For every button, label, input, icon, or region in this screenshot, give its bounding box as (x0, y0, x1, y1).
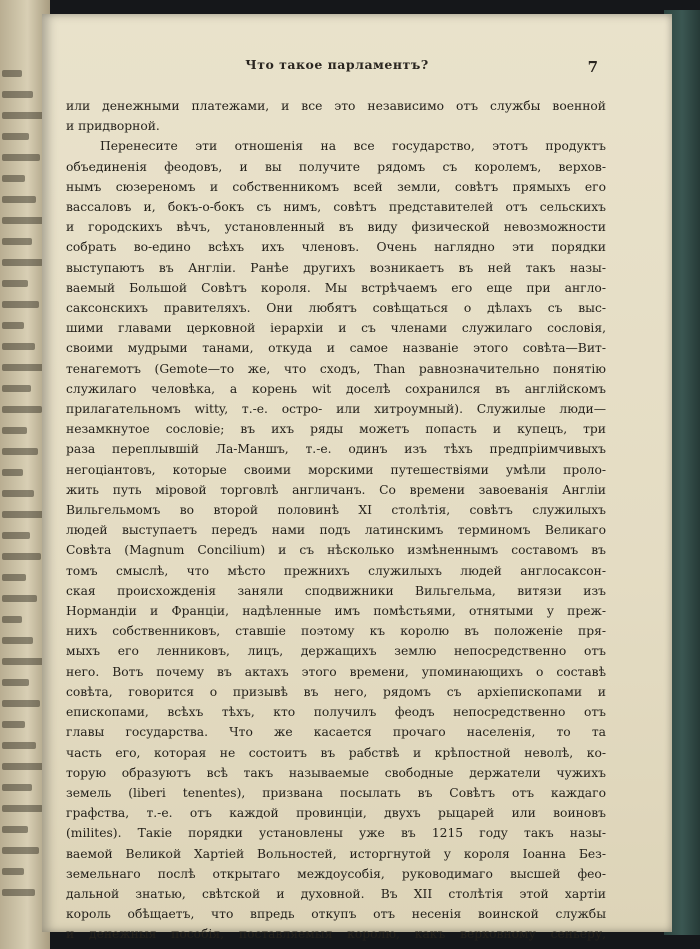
facing-page-text-fragment (2, 70, 22, 77)
facing-page-text-fragment (2, 427, 27, 434)
text-line: ваемый Большой Совѣтъ короля. Мы встрѣчаемъ его еще при англо- (66, 280, 606, 295)
facing-page-text-fragment (2, 784, 32, 791)
text-line: тенагемотъ (Gemote—то же, что сходъ, Than равнозначительно понятію (66, 361, 606, 376)
facing-page-text-fragment (2, 406, 42, 413)
running-title: Что такое парламентъ? (245, 57, 429, 72)
facing-page-text-fragment (2, 343, 35, 350)
text-line: земель (liberi tenentes), призвана посылать въ Совѣтъ отъ каждаго (66, 785, 606, 800)
facing-page-text-fragment (2, 448, 38, 455)
text-line: томъ смыслѣ, что мѣсто прежнихъ служилыхъ людей англосаксон- (66, 563, 606, 578)
facing-page-text-fragment (2, 469, 23, 476)
text-line: Перенесите эти отношенія на все государство, этотъ продуктъ (100, 139, 606, 154)
facing-page-text-fragment (2, 616, 22, 623)
facing-page-text-fragment (2, 658, 44, 665)
text-line: главы государства. Что же касается прочаго населенія, то та (66, 725, 606, 740)
text-line: нымъ сюзереномъ и собственникомъ всей земли, совѣтъ прямыхъ его (66, 179, 606, 194)
text-line: дальной знатью, свѣтской и духовной. Въ XII столѣтія этой хартіи (66, 886, 606, 901)
text-line: выступаютъ въ Англіи. Ранѣе другихъ возникаетъ въ ней такъ назы- (66, 260, 606, 275)
facing-page-text-fragment (2, 826, 28, 833)
book-page (42, 14, 672, 942)
text-line: земельнаго послѣ открытаго междоусобія, руководимаго высшей фео- (66, 866, 606, 881)
text-line: объединенія феодовъ, и вы получите рядомъ съ королемъ, верхов- (66, 159, 606, 174)
page-number: 7 (587, 58, 598, 76)
text-line: Совѣта (Magnum Concilium) и съ нѣсколько измѣненнымъ составомъ въ (66, 543, 606, 558)
page-body-text (66, 96, 606, 945)
text-line: людей выступаетъ передъ нами подъ латинскимъ терминомъ Великаго (66, 523, 606, 538)
facing-page-text-fragment (2, 595, 37, 602)
text-line: негоціантовъ, которые своими морскими путешествіями умѣли проло- (66, 462, 606, 477)
facing-page-text-fragment (2, 490, 34, 497)
text-line: прилагательномъ witty, т.-е. остро- или хитроумный). Служилые люди— (66, 402, 606, 417)
text-line: епископами, всѣхъ тѣхъ, кто получилъ феодъ непосредственно отъ (66, 705, 606, 720)
text-line: нихъ собственниковъ, ставшіе поэтому къ королю въ положеніе пря- (66, 624, 606, 639)
text-line: и денежныя пособія, поставляемыя королю, какъ верховному сеньеру, (66, 927, 606, 942)
text-line: ваемой Великой Хартіей Вольностей, исторгнутой у короля Іоанна Без- (66, 846, 606, 861)
facing-page-text-fragment (2, 511, 45, 518)
facing-page-text-fragment (2, 679, 29, 686)
text-line: саксонскихъ правителяхъ. Они любятъ совѣщаться о дѣлахъ съ выс- (66, 301, 606, 316)
text-line: вассаловъ и, бокъ-о-бокъ съ нимъ, совѣтъ представителей отъ сельскихъ (66, 200, 606, 215)
facing-page-text-fragment (2, 805, 43, 812)
text-line: король обѣщаетъ, что впредь откупъ отъ несенія воинской службы (66, 907, 606, 922)
facing-page-text-fragment (2, 364, 46, 371)
text-line: Вильгельмомъ во второй половинѣ XI столѣтія, совѣтъ служилыхъ (66, 503, 606, 518)
facing-page-text-fragment (2, 91, 33, 98)
facing-page-text-fragment (2, 259, 43, 266)
text-line: и придворной. (66, 119, 160, 134)
text-line: графства, т.-е. отъ каждой провинціи, двухъ рыцарей или воиновъ (66, 806, 606, 821)
facing-page-text-fragment (2, 133, 29, 140)
text-line: него. Вотъ почему въ актахъ этого времени, упоминающихъ о составѣ (66, 664, 606, 679)
facing-page-text-fragment (2, 700, 40, 707)
text-line: служилаго человѣка, а корень wit доселѣ сохранился въ англійскомъ (66, 381, 606, 396)
facing-page-text-fragment (2, 280, 28, 287)
text-line: раза переплывшій Ла-Маншъ, т.-е. одинъ изъ тѣхъ предпріимчивыхъ (66, 442, 606, 457)
text-line: или денежными платежами, и все это независимо отъ службы военной (66, 99, 606, 113)
text-line: мыхъ его ленниковъ, лицъ, держащихъ землю непосредственно отъ (66, 644, 606, 659)
facing-page-text-fragment (2, 322, 24, 329)
facing-page-text-fragment (2, 637, 33, 644)
text-line: ская происхожденія заняли сподвижники Вильгельма, витязи изъ (66, 583, 606, 598)
facing-page-text-fragment (2, 196, 36, 203)
text-line: жить путь міровой торговлѣ англичанъ. Со времени завоеванія Англіи (66, 482, 606, 497)
facing-page-text-fragment (2, 553, 41, 560)
text-line: собрать во-едино всѣхъ ихъ членовъ. Очень наглядно эти порядки (66, 240, 606, 255)
facing-page-text-fragment (2, 574, 26, 581)
facing-page-text-fragment (2, 301, 39, 308)
text-line: и городскихъ вѣчъ, установленный въ виду физической невозможности (66, 220, 606, 235)
text-line: незамкнутое сословіе; въ ихъ ряды можетъ попасть и купецъ, три (66, 422, 606, 437)
facing-page-text-fragment (2, 154, 40, 161)
text-line: (milites). Такіе порядки установлены уже въ 1215 году такъ назы- (66, 826, 606, 841)
facing-page-text-fragment (2, 742, 36, 749)
facing-page-text-fragment (2, 175, 25, 182)
facing-page-text-fragment (2, 763, 47, 770)
text-line: часть его, которая не состоитъ въ рабствѣ и крѣпостной неволѣ, ко- (66, 745, 606, 760)
facing-page-text-fragment (2, 532, 30, 539)
text-line: Нормандіи и Франціи, надѣленные имъ помѣстьями, отнятыми у преж- (66, 604, 606, 619)
facing-page-text-fragment (2, 889, 35, 896)
facing-page-text-fragment (2, 868, 24, 875)
text-line: шими главами церковной іерархіи и съ членами служилаго сословія, (66, 321, 606, 336)
facing-page-text-fragment (2, 217, 47, 224)
text-line: своими мудрыми танами, откуда и самое названіе этого совѣта—Вит- (66, 341, 606, 356)
facing-page-text-fragment (2, 721, 25, 728)
facing-page-text-fragment (2, 385, 31, 392)
text-line: совѣта, говорится о призывѣ въ него, рядомъ съ архіепископами и (66, 684, 606, 699)
facing-page-text-fragment (2, 112, 44, 119)
text-line: торую образуютъ всѣ такъ называемые свободные держатели чужихъ (66, 765, 606, 780)
facing-page-text-fragment (2, 847, 39, 854)
facing-page-text-fragment (2, 238, 32, 245)
